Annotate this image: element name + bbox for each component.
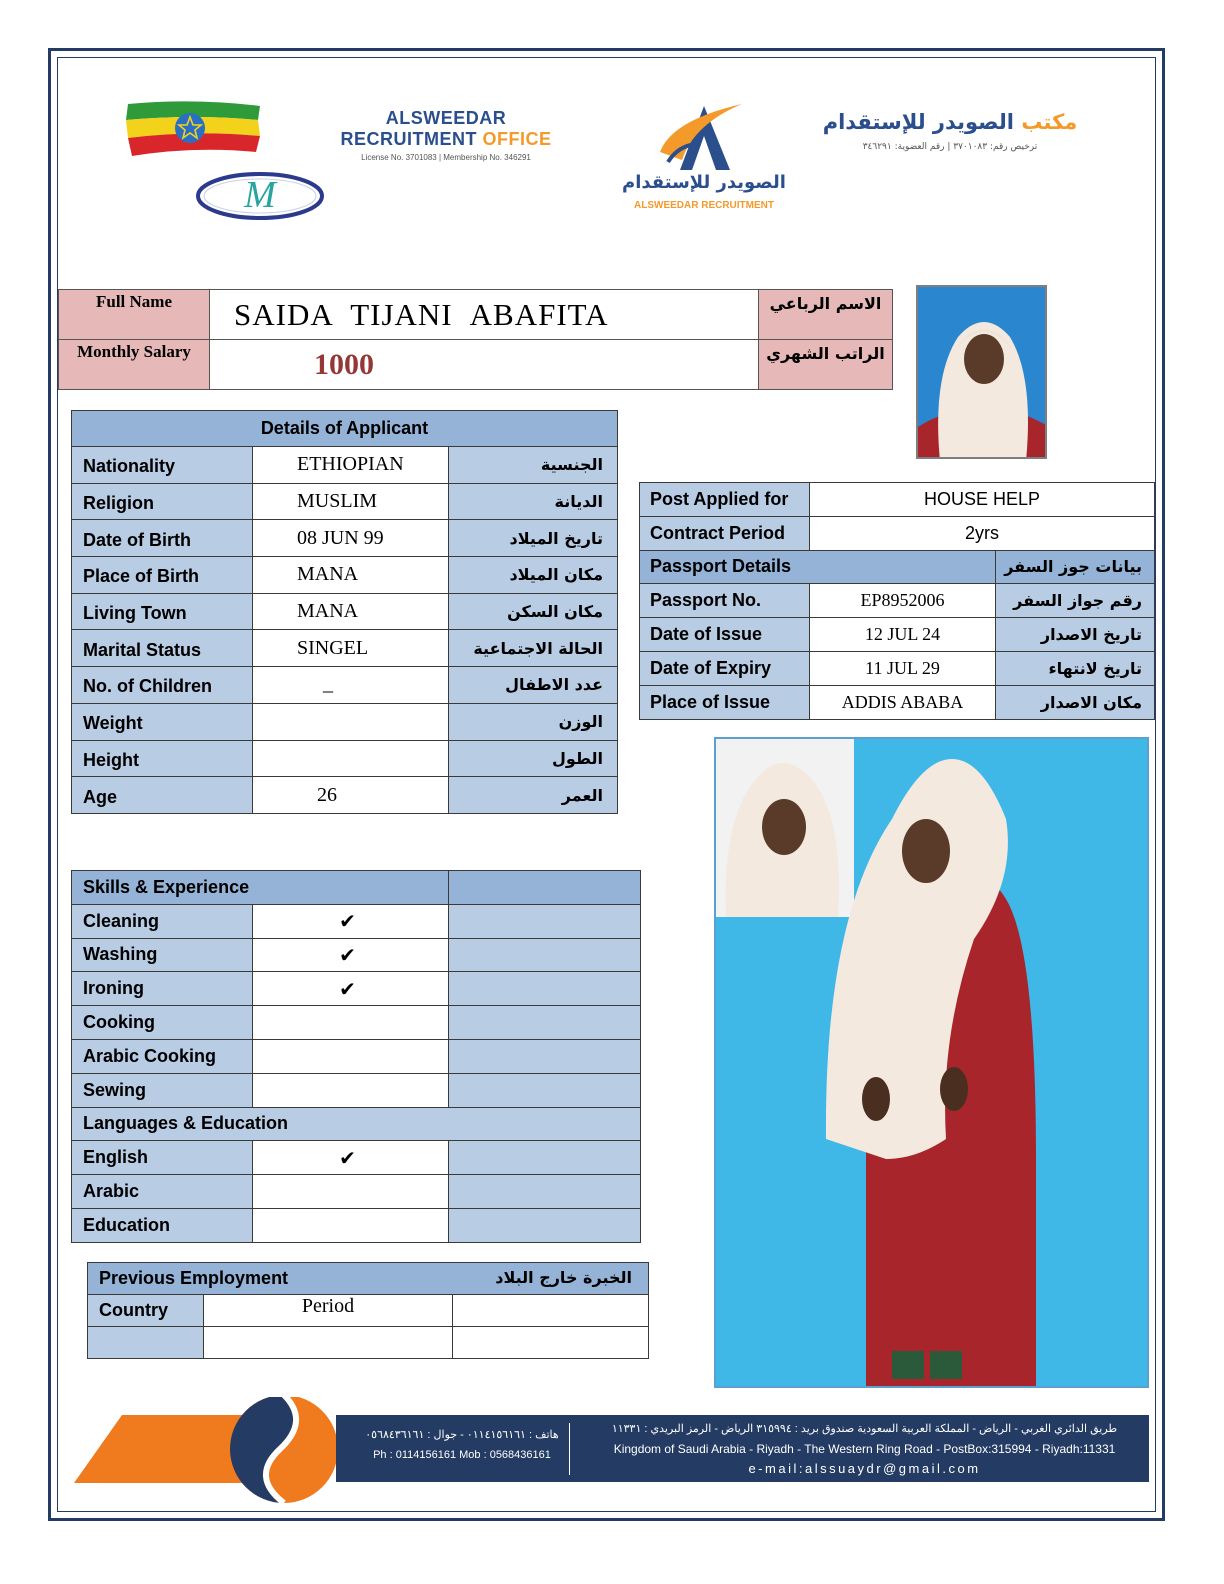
employment-header [88,1263,649,1295]
office-word-recruitment: RECRUITMENT [340,129,477,149]
a-logo-arabic: الصويدر للإستقدام [622,172,786,193]
a-letter-icon [612,100,796,174]
passport-row [640,651,1155,685]
dob-value: 08 JUN 99 [253,520,449,557]
passport-row [640,618,1155,652]
passport-row [640,685,1155,719]
issue-date-value: 12 JUL 24 [810,618,996,652]
country-label: Country [88,1295,204,1327]
full-name-label: Full Name [59,290,210,340]
education-notes [449,1208,641,1242]
employment-title-ar: الخبرة خارج البلاد [495,1268,632,1287]
footer-address-ar: طريق الدائري الغربي - الرياض - المملكة العربية السعودية صندوق بريد : ٣١٥٩٩٤ الرياض - الرمز البريدي : ١١٣٣١ [611,1423,1118,1435]
skill-cleaning-label: Cleaning [72,904,253,938]
expiry-date-label-ar: تاريخ لانتهاء [996,651,1155,685]
weight-label: Weight [72,703,253,740]
issue-date-label-ar: تاريخ الاصدار [996,618,1155,652]
place-of-birth-label-ar: مكان الميلاد [449,557,618,594]
m-agency-logo [194,170,326,222]
skills-header-empty [449,871,641,905]
language-row [72,1175,641,1209]
office-word-office: OFFICE [482,129,552,149]
details-row [72,520,618,557]
place-of-issue-value: ADDIS ABABA [810,685,996,719]
languages-title: Languages & Education [72,1107,641,1141]
skill-row [72,1006,641,1040]
dob-label: Date of Birth [72,520,253,557]
age-label: Age [72,777,253,814]
salary-label-ar: الراتب الشهري [759,340,893,390]
post-passport-table [639,482,1155,720]
lang-arabic-label: Arabic [72,1175,253,1209]
employment-extra-cell [453,1295,649,1327]
place-of-birth-value: MANA [253,557,449,594]
employment-country-value [88,1327,204,1359]
lang-arabic-check [253,1175,449,1209]
marital-status-label: Marital Status [72,630,253,667]
children-label-ar: عدد الاطفال [449,667,618,704]
footer-phone-en: Ph : 0114156161 Mob : 0568436161 [373,1449,551,1461]
passport-no-label: Passport No. [640,584,810,618]
ethiopia-flag-logo [124,100,264,158]
details-title: Details of Applicant [72,411,618,447]
applicant-full-photo [714,737,1149,1388]
office-logo-english [330,108,562,162]
language-row [72,1208,641,1242]
weight-value [253,703,449,740]
details-row [72,593,618,630]
place-of-issue-label: Place of Issue [640,685,810,719]
passport-no-label-ar: رقم جواز السفر [996,584,1155,618]
salary-value: 1000 [210,340,759,390]
office-license-arabic: ترخيص رقم: ٣٧٠١٠٨٣ | رقم العضوية: ٣٤٦٢٩١ [862,142,1038,152]
issue-date-label: Date of Issue [640,618,810,652]
dob-label-ar: تاريخ الميلاد [449,520,618,557]
skill-cleaning-check: ✔ [253,904,449,938]
employment-period-value [204,1327,453,1359]
a-logo-english: ALSWEEDAR RECRUITMENT [634,200,774,211]
footer-address-en: Kingdom of Saudi Arabia - Riyadh - The Western Ring Road - PostBox:315994 - Riyadh:11331 [613,1442,1116,1456]
education-value [253,1208,449,1242]
skill-washing-notes [449,938,641,972]
alsweedar-a-logo [612,100,796,218]
details-row [72,740,618,777]
skill-washing-check: ✔ [253,938,449,972]
living-town-label-ar: مكان السكن [449,593,618,630]
nationality-label-ar: الجنسية [449,447,618,484]
full-name-value: SAIDA TIJANI ABAFITA [210,290,759,340]
skill-arabic-cooking-notes [449,1039,641,1073]
nationality-value: ETHIOPIAN [253,447,449,484]
lang-english-label: English [72,1141,253,1175]
place-of-birth-label: Place of Birth [72,557,253,594]
previous-employment-table [87,1262,649,1359]
religion-value: MUSLIM [253,483,449,520]
language-row [72,1141,641,1175]
weight-label-ar: الوزن [449,703,618,740]
children-label: No. of Children [72,667,253,704]
skill-row [72,904,641,938]
children-value: _ [253,667,449,704]
marital-status-value: SINGEL [253,630,449,667]
skill-ironing-notes [449,972,641,1006]
footer-logo-icon [74,1397,336,1505]
skill-arabic-cooking-check [253,1039,449,1073]
skill-cleaning-notes [449,904,641,938]
height-value [253,740,449,777]
employment-extra-value [453,1327,649,1359]
office-logo-arabic [820,110,1080,152]
lang-english-check: ✔ [253,1141,449,1175]
office-name-line2 [330,129,562,150]
footer-phone-ar: هاتف : ٠١١٤١٥٦١٦١ - جوال : ٠٥٦٨٤٣٦١٦١ [365,1429,559,1441]
office-ar-word: مكتب [1021,110,1078,134]
nationality-label: Nationality [72,447,253,484]
skill-cooking-notes [449,1006,641,1040]
skill-sewing-label: Sewing [72,1073,253,1107]
footer-separator [569,1423,570,1475]
footer-address [580,1419,1149,1479]
skills-table [71,870,641,1243]
details-row [72,447,618,484]
skill-cooking-label: Cooking [72,1006,253,1040]
office-ar-name: الصويدر للإستقدام [822,110,1014,134]
passport-row [640,584,1155,618]
marital-status-label-ar: الحالة الاجتماعية [449,630,618,667]
skill-sewing-check [253,1073,449,1107]
skill-row [72,1039,641,1073]
period-label: Period [204,1295,453,1327]
passport-no-value: EP8952006 [810,584,996,618]
education-label: Education [72,1208,253,1242]
footer-email[interactable]: e-mail:alssuaydr@gmail.com [748,1461,981,1476]
details-row [72,667,618,704]
contract-period-value: 2yrs [810,516,1155,550]
expiry-date-value: 11 JUL 29 [810,651,996,685]
office-name-arabic [820,110,1080,134]
religion-label-ar: الديانة [449,483,618,520]
details-row [72,630,618,667]
age-label-ar: العمر [449,777,618,814]
lang-english-notes [449,1141,641,1175]
skill-washing-label: Washing [72,938,253,972]
office-license-text: License No. 3701083 | Membership No. 346291 [361,153,531,162]
skill-row [72,1073,641,1107]
passport-details-title-ar: بيانات جوز السفر [996,550,1155,584]
post-applied-label: Post Applied for [640,483,810,517]
expiry-date-label: Date of Expiry [640,651,810,685]
employment-title: Previous Employment [99,1268,289,1288]
details-row [72,703,618,740]
full-name-label-ar: الاسم الرباعي [759,290,893,340]
height-label: Height [72,740,253,777]
lang-arabic-notes [449,1175,641,1209]
skill-arabic-cooking-label: Arabic Cooking [72,1039,253,1073]
skill-row [72,938,641,972]
m-logo-letter: M [244,174,276,216]
details-row [72,483,618,520]
skill-cooking-check [253,1006,449,1040]
contract-period-label: Contract Period [640,516,810,550]
post-applied-value: HOUSE HELP [810,483,1155,517]
skill-ironing-label: Ironing [72,972,253,1006]
skill-ironing-check: ✔ [253,972,449,1006]
passport-details-title: Passport Details [640,550,996,584]
skills-title: Skills & Experience [72,871,449,905]
religion-label: Religion [72,483,253,520]
height-label-ar: الطول [449,740,618,777]
applicant-portrait-photo [916,285,1047,459]
footer-contact [364,1425,560,1465]
details-row [72,557,618,594]
office-name-line1: ALSWEEDAR [385,108,507,128]
identity-table [58,289,893,390]
skill-row [72,972,641,1006]
age-value: 26 [253,777,449,814]
salary-label: Monthly Salary [59,340,210,390]
living-town-label: Living Town [72,593,253,630]
details-row [72,777,618,814]
skill-sewing-notes [449,1073,641,1107]
place-of-issue-label-ar: مكان الاصدار [996,685,1155,719]
applicant-details-table [71,410,618,814]
footer [74,1397,1149,1505]
living-town-value: MANA [253,593,449,630]
